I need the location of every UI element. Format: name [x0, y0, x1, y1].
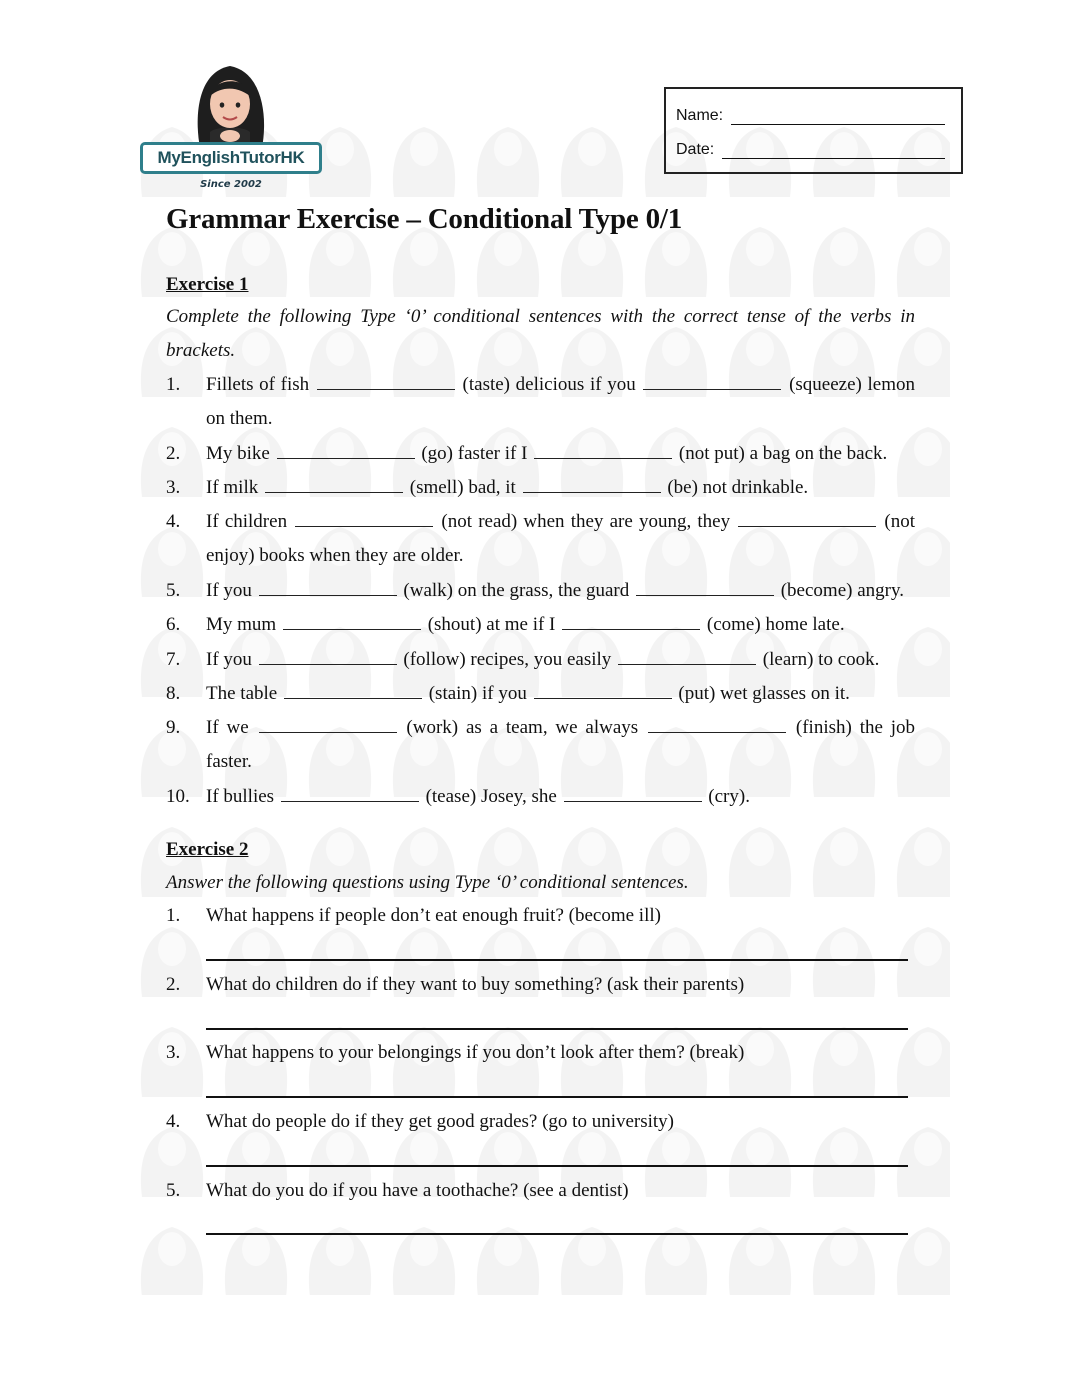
exercise-1-item-2: [166, 437, 915, 471]
date-label: Date:: [676, 141, 715, 158]
answer-blank[interactable]: [317, 388, 455, 390]
answer-blank[interactable]: [523, 491, 661, 493]
item-text: What do people do if they get good grades? (go to university): [206, 1111, 675, 1132]
item-number: 2.: [166, 974, 181, 995]
answer-line[interactable]: [206, 1165, 908, 1167]
item-text: What happens to your belongings if you don’t look after them? (break): [206, 1042, 745, 1063]
item-text: What do you do if you have a toothache? (see a dentist): [206, 1180, 629, 1201]
item-text: Fillets of fish: [206, 374, 310, 395]
item-text: (learn) to cook.: [762, 649, 880, 670]
exercise-2-item-3: [166, 1036, 915, 1070]
brand-name: MyEnglishTutorHK: [140, 142, 322, 174]
item-text: If you: [206, 580, 252, 601]
exercise-1-heading: Exercise 1: [166, 274, 249, 295]
exercise-2-item-4: [166, 1105, 915, 1139]
exercise-1-item-10: [166, 780, 915, 814]
exercise-1-item-9: [166, 711, 915, 779]
exercise-2-instruction: Answer the following questions using Type ‘0’ conditional sentences.: [166, 872, 689, 893]
item-number: 3.: [166, 477, 181, 498]
item-number: 10.: [166, 786, 190, 807]
item-number: 7.: [166, 649, 181, 670]
answer-blank[interactable]: [281, 800, 419, 802]
brand-since: Since 2002: [200, 179, 262, 190]
date-field[interactable]: [722, 142, 945, 159]
item-number: 8.: [166, 683, 181, 704]
item-number: 4.: [166, 1111, 181, 1132]
item-text: enjoy) books when they are older.: [206, 545, 464, 566]
exercise-1-item-6: [166, 608, 915, 642]
answer-blank[interactable]: [284, 697, 422, 699]
exercise-2-item-5: [166, 1174, 915, 1208]
answer-blank[interactable]: [259, 594, 397, 596]
item-text: What do children do if they want to buy something? (ask their parents): [206, 974, 745, 995]
answer-blank[interactable]: [738, 525, 876, 527]
item-text: (squeeze) lemon: [789, 374, 916, 395]
exercise-1-item-8: [166, 677, 915, 711]
item-text: (not: [884, 511, 916, 532]
answer-blank[interactable]: [534, 697, 672, 699]
answer-blank[interactable]: [648, 731, 786, 733]
item-text: (shout) at me if I: [427, 614, 556, 635]
exercise-2-item-1: [166, 899, 915, 933]
item-text: If you: [206, 649, 252, 670]
answer-blank[interactable]: [283, 628, 421, 630]
answer-blank[interactable]: [534, 457, 672, 459]
item-text: (become) angry.: [780, 580, 904, 601]
answer-line[interactable]: [206, 1233, 908, 1235]
item-number: 3.: [166, 1042, 181, 1063]
item-number: 4.: [166, 511, 181, 532]
item-text: (taste) delicious if you: [462, 374, 636, 395]
item-text: on them.: [206, 408, 273, 429]
item-text: (smell) bad, it: [409, 477, 516, 498]
item-text: faster.: [206, 751, 252, 772]
exercise-1-item-4: [166, 505, 915, 573]
item-text: If children: [206, 511, 288, 532]
answer-blank[interactable]: [259, 663, 397, 665]
item-text: (follow) recipes, you easily: [403, 649, 612, 670]
answer-blank[interactable]: [277, 457, 415, 459]
answer-blank[interactable]: [295, 525, 433, 527]
answer-line[interactable]: [206, 1028, 908, 1030]
exercise-2-heading: Exercise 2: [166, 839, 249, 860]
answer-line[interactable]: [206, 1096, 908, 1098]
item-text: (stain) if you: [428, 683, 527, 704]
item-number: 1.: [166, 374, 181, 395]
item-text: (put) wet glasses on it.: [678, 683, 850, 704]
exercise-1-item-7: [166, 643, 915, 677]
item-text: (come) home late.: [706, 614, 845, 635]
exercise-1-item-5: [166, 574, 915, 608]
item-text: (finish) the job: [795, 717, 916, 738]
name-date-box: [664, 87, 963, 174]
item-text: (not read) when they are young, they: [441, 511, 731, 532]
item-number: 5.: [166, 580, 181, 601]
answer-line[interactable]: [206, 959, 908, 961]
item-text: What happens if people don’t eat enough fruit? (become ill): [206, 905, 661, 926]
item-number: 1.: [166, 905, 181, 926]
item-number: 2.: [166, 443, 181, 464]
exercise-2-item-2: [166, 968, 915, 1002]
name-field[interactable]: [731, 108, 945, 125]
item-text: (tease) Josey, she: [425, 786, 557, 807]
exercise-1-instruction: Complete the following Type ‘0’ conditional sentences with the correct tense of the verbs in brackets.: [166, 306, 915, 361]
item-number: 9.: [166, 717, 181, 738]
answer-blank[interactable]: [636, 594, 774, 596]
item-text: (work) as a team, we always: [406, 717, 639, 738]
page-title: Grammar Exercise – Conditional Type 0/1: [166, 203, 683, 235]
exercise-1-item-1: [166, 368, 915, 436]
name-label: Name:: [676, 107, 724, 124]
item-text: My bike: [206, 443, 270, 464]
item-text: (be) not drinkable.: [667, 477, 809, 498]
answer-blank[interactable]: [564, 800, 702, 802]
answer-blank[interactable]: [259, 731, 397, 733]
item-text: (not put) a bag on the back.: [678, 443, 888, 464]
item-text: The table: [206, 683, 278, 704]
item-text: (cry).: [708, 786, 750, 807]
item-number: 6.: [166, 614, 181, 635]
item-text: (go) faster if I: [421, 443, 528, 464]
exercise-1-item-3: [166, 471, 915, 505]
item-text: (walk) on the grass, the guard: [403, 580, 630, 601]
item-text: If bullies: [206, 786, 275, 807]
answer-blank[interactable]: [265, 491, 403, 493]
tutor-avatar-icon: [138, 60, 328, 150]
item-text: If we: [206, 717, 249, 738]
item-number: 5.: [166, 1180, 181, 1201]
item-text: If milk: [206, 477, 259, 498]
answer-blank[interactable]: [643, 388, 781, 390]
item-text: My mum: [206, 614, 277, 635]
brand-logo: [138, 60, 328, 200]
answer-blank[interactable]: [562, 628, 700, 630]
answer-blank[interactable]: [618, 663, 756, 665]
